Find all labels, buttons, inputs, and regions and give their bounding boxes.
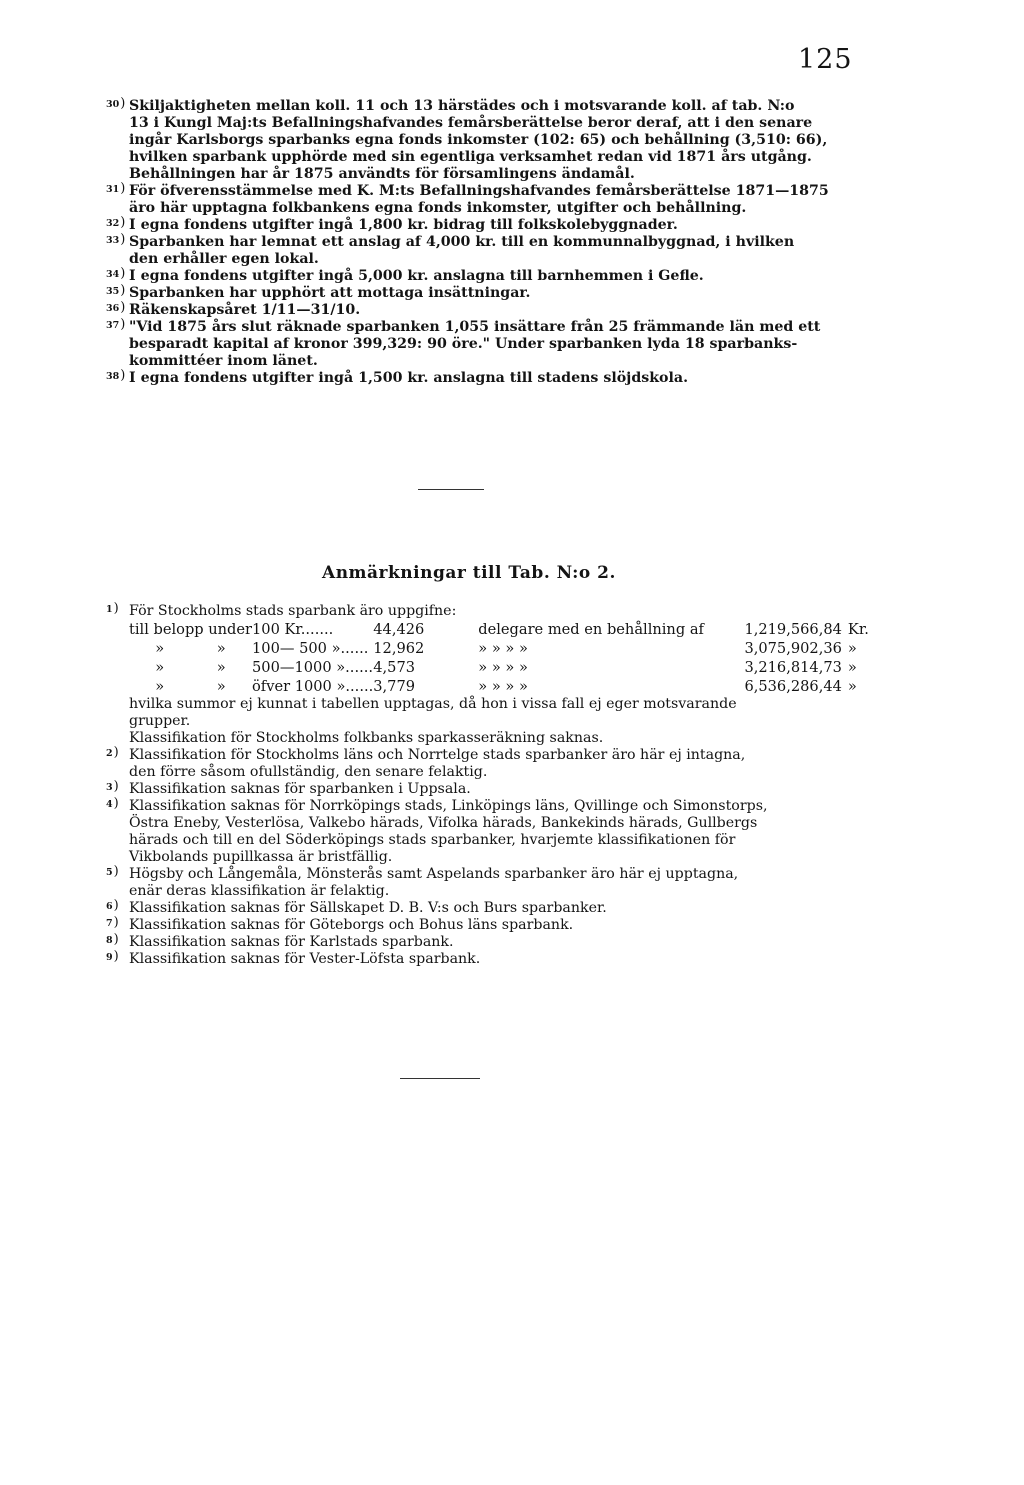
table-cell-ditto: » [216,640,226,657]
footnote-marker: 32 ) [106,214,125,232]
footnote-marker: 31 ) [106,180,125,198]
footnote-marker: 35 ) [106,282,125,300]
footnote-line: Klassifikation saknas för Norrköpings stads, Linköpings läns, Qvillinge och Simonstorps, [129,798,768,814]
footnote-line: Klassifikation för Stockholms folkbanks sparkasseräkning saknas. [129,730,604,746]
table-cell-ditto: » [155,678,165,695]
footnote-line: I egna fondens utgifter ingå 5,000 kr. anslagna till barnhemmen i Gefle. [129,268,704,284]
footnote-35 [106,285,876,302]
section-divider [400,1078,480,1079]
footnote-line: Klassifikation saknas för Karlstads sparbank. [129,934,454,950]
footnote-36 [106,302,876,319]
footnote-marker: 36 ) [106,299,125,317]
footnote-line: kommittéer inom länet. [129,353,318,369]
footnote-5 [106,866,876,900]
section-divider [418,489,484,490]
table-cell-label: till belopp under [129,621,253,638]
table-cell-unit: » [847,659,857,676]
table-row [129,658,869,677]
table-cell-text: » » » » [478,640,528,657]
footnote-4 [106,798,876,866]
footnote-line: I egna fondens utgifter ingå 1,500 kr. anslagna till stadens slöjdskola. [129,370,689,386]
footnote-marker: 7 ) [106,914,119,932]
footnote-marker: 6 ) [106,897,119,915]
footnote-8 [106,934,876,951]
footnote-6 [106,900,876,917]
table-row [129,677,869,696]
table-cell-unit: » [847,678,857,695]
footnote-line: Skiljaktigheten mellan koll. 11 och 13 härstädes och i motsvarande koll. af tab. N:o [129,98,795,114]
table-cell-unit: Kr. [847,621,869,638]
table-cell-ditto: » [216,659,226,676]
footnote-line: äro här upptagna folkbankens egna fonds inkomster, utgifter och behållning. [129,200,747,216]
footnote-line: Behållningen har år 1875 användts för församlingens ändamål. [129,166,635,182]
footnote-line: 13 i Kungl Maj:ts Befallningshafvandes femårsberättelse beror deraf, att i den senare [129,115,813,131]
footnote-marker: 2 ) [106,744,119,762]
footnote-31 [106,183,876,217]
table-cell-text: » » » » [478,678,528,695]
footnote-line: Klassifikation saknas för sparbanken i Uppsala. [129,781,471,797]
table-cell-text: delegare med en behållning af [478,621,704,638]
footnote-marker: 5 ) [106,863,119,881]
footnote-30 [106,98,876,183]
footnote-line: Östra Eneby, Vesterlösa, Valkebo härads, Vifolka härads, Bankekinds härads, Gullbergs [129,815,758,831]
footnote-line: hvilka summor ej kunnat i tabellen upptagas, då hon i vissa fall ej eger motsvarande [129,696,737,712]
footnotes-table-2 [106,603,876,968]
table-cell-range: 100— 500 »...... [252,640,369,657]
footnote-marker: 38 ) [106,367,125,385]
table-cell-sum: 3,216,814,73 [744,659,842,676]
table-row [129,639,869,658]
footnote-line: Klassifikation saknas för Sällskapet D. B. V:s och Burs sparbanker. [129,900,607,916]
table-cell-ditto: » [155,659,165,676]
table-cell-count: 3,779 [373,678,416,695]
table-cell-count: 12,962 [373,640,425,657]
footnote-33 [106,234,876,268]
footnote-line: besparadt kapital af kronor 399,329: 90 öre." Under sparbanken lyda 18 sparbanks- [129,336,798,352]
footnote-line: härads och till en del Söderköpings stads sparbanker, hvarjemte klassifikationen för [129,832,736,848]
section-heading: Anmärkningar till Tab. N:o 2. [322,563,616,583]
footnote-line: grupper. [129,713,191,729]
table-cell-count: 44,426 [373,621,425,638]
footnote-line: Klassifikation för Stockholms läns och Norrtelge stads sparbanker äro här ej intagna, [129,747,746,763]
footnote-3 [106,781,876,798]
deposit-table [129,620,869,696]
footnote-marker: 33 ) [106,231,125,249]
table-cell-count: 4,573 [373,659,416,676]
footnote-38 [106,370,876,387]
footnote-line: Sparbanken har lemnat ett anslag af 4,000 kr. till en kommunnalbyggnad, i hvilken [129,234,795,250]
footnote-32 [106,217,876,234]
footnote-marker: 4 ) [106,795,119,813]
table-cell-sum: 1,219,566,84 [744,621,842,638]
footnote-marker: 30 ) [106,95,125,113]
footnote-line: hvilken sparbank upphörde med sin egentliga verksamhet redan vid 1871 års utgång. [129,149,812,165]
table-cell-unit: » [847,640,857,657]
footnote-line: enär deras klassifikation är felaktig. [129,883,390,899]
footnote-1 [106,603,876,747]
table-cell-range: 500—1000 »...... [252,659,374,676]
footnote-marker: 37 ) [106,316,125,334]
table-cell-ditto: » [155,640,165,657]
footnote-2 [106,747,876,781]
page-number: 125 [798,44,853,75]
footnote-line: Vikbolands pupillkassa är bristfällig. [129,849,393,865]
footnote-line: I egna fondens utgifter ingå 1,800 kr. bidrag till folkskolebyggnader. [129,217,678,233]
footnote-marker: 34 ) [106,265,125,283]
footnote-line: den förre såsom ofullständig, den senare felaktig. [129,764,488,780]
footnote-line: Klassifikation saknas för Göteborgs och Bohus läns sparbank. [129,917,574,933]
footnote-line: Sparbanken har upphört att mottaga insättningar. [129,285,531,301]
footnote-34 [106,268,876,285]
footnote-line: För Stockholms stads sparbank äro uppgifne: [129,603,457,619]
table-cell-text: » » » » [478,659,528,676]
footnotes-table-1 [106,98,876,387]
footnote-7 [106,917,876,934]
footnote-line: Klassifikation saknas för Vester-Löfsta sparbank. [129,951,481,967]
footnote-37 [106,319,876,370]
footnote-line: För öfverensstämmelse med K. M:ts Befallningshafvandes femårsberättelse 1871—1875 [129,183,829,199]
footnote-line: Räkenskapsåret 1/11—31/10. [129,302,361,318]
footnote-marker: 8 ) [106,931,119,949]
table-cell-sum: 6,536,286,44 [744,678,842,695]
table-cell-ditto: » [216,678,226,695]
table-cell-range: 100 Kr....... [252,621,334,638]
table-cell-range: öfver 1000 »...... [252,678,374,695]
footnote-9 [106,951,876,968]
footnote-line: "Vid 1875 års slut räknade sparbanken 1,055 insättare från 25 främmande län med ett [129,319,821,335]
footnote-line: ingår Karlsborgs sparbanks egna fonds inkomster (102: 65) och behållning (3,510: 66), [129,132,828,148]
footnote-marker: 9 ) [106,948,119,966]
footnote-marker: 3 ) [106,778,119,796]
table-cell-sum: 3,075,902,36 [744,640,842,657]
footnote-line: Högsby och Långemåla, Mönsterås samt Aspelands sparbanker äro här ej upptagna, [129,866,739,882]
table-row [129,620,869,639]
footnote-line: den erhåller egen lokal. [129,251,319,267]
footnote-marker: 1 ) [106,600,119,618]
